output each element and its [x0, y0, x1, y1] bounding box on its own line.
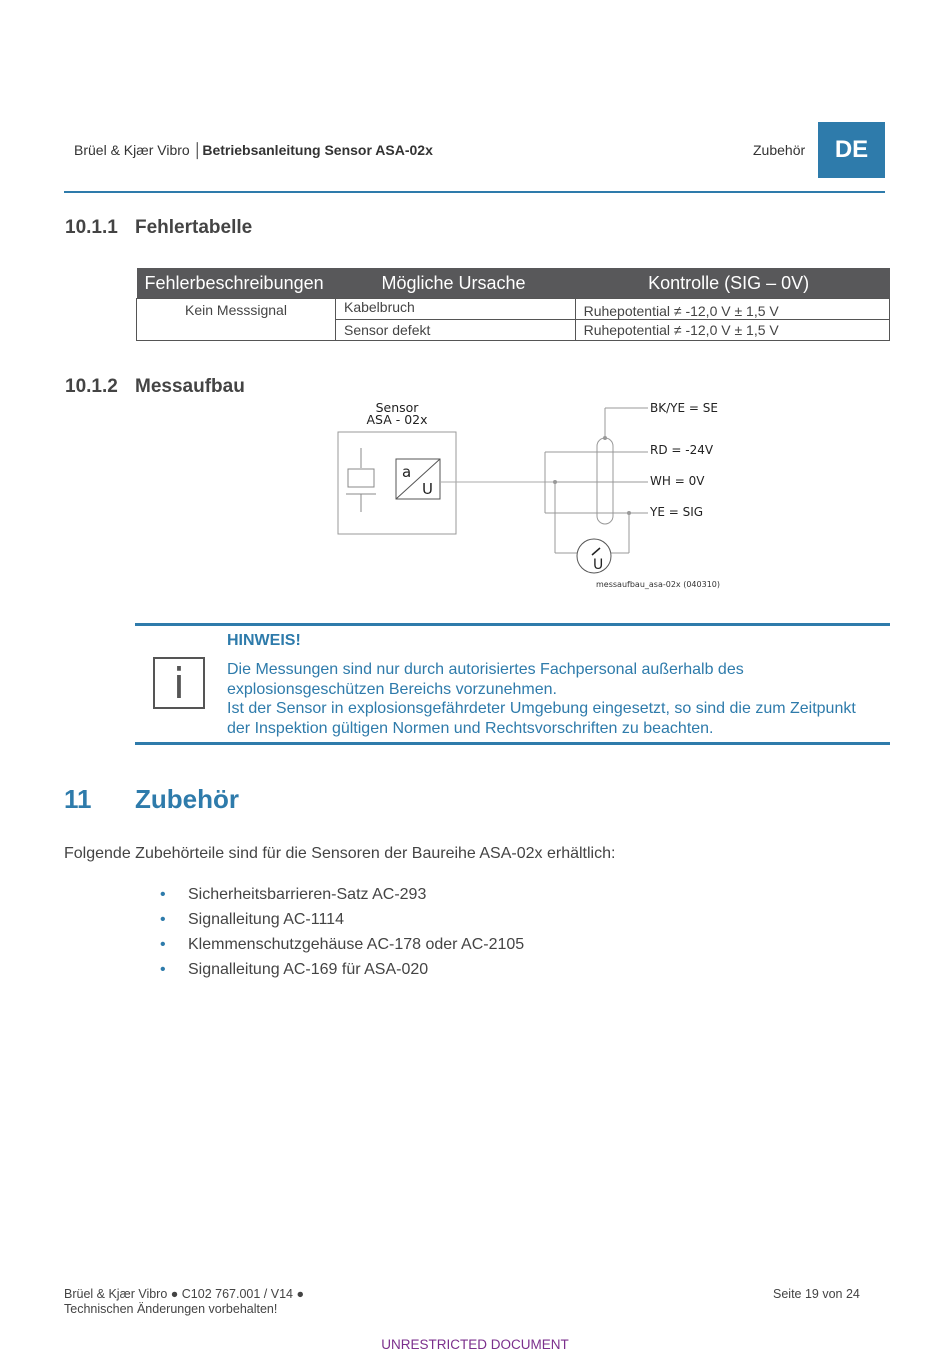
bullet-icon: •: [160, 936, 166, 953]
list-item: [160, 882, 524, 907]
header-separator: │: [193, 142, 203, 158]
converter-a: a: [402, 463, 412, 481]
footer-line-2: Technischen Änderungen vorbehalten!: [64, 1302, 278, 1316]
footer-line-1: Brüel & Kjær Vibro ● C102 767.001 / V14 ●: [64, 1287, 305, 1301]
wire-label-rd: RD = -24V: [650, 443, 714, 457]
chapter-title: Zubehör: [135, 784, 239, 814]
cable-shield: [597, 438, 613, 524]
chapter-heading-11: [64, 784, 239, 815]
accessories-list: [160, 882, 524, 982]
bullet-icon: •: [160, 886, 166, 903]
list-item-text: Signalleitung AC-169 für ASA-020: [188, 961, 429, 978]
meter-u: U: [593, 557, 604, 573]
fault-description: Kein Messsignal: [137, 299, 336, 341]
sensor-label-1: Sensor: [375, 400, 419, 415]
notice-title: HINWEIS!: [227, 632, 301, 649]
sensor-housing: [338, 432, 456, 534]
table-header-cell: Fehlerbeschreibungen: [137, 268, 336, 299]
notice-top-rule: [135, 623, 890, 626]
notice-line: explosionsgeschützen Bereichs vorzunehmen.: [227, 680, 557, 698]
list-item: [160, 932, 524, 957]
fault-cause: Kabelbruch: [335, 299, 575, 320]
page-footer: [64, 1287, 304, 1317]
fault-cause: Sensor defekt: [335, 320, 575, 341]
list-item: [160, 957, 524, 982]
classification-label: UNRESTRICTED DOCUMENT: [381, 1337, 569, 1352]
page-number: Seite 19 von 24: [773, 1287, 860, 1301]
info-icon: i: [153, 657, 205, 709]
list-item-text: Klemmenschutzgehäuse AC-178 oder AC-2105: [188, 936, 525, 953]
fault-check: Ruhepotential ≠ -12,0 V ± 1,5 V: [575, 320, 889, 341]
section-title: Fehlertabelle: [135, 217, 253, 238]
section-title: Messaufbau: [135, 376, 245, 397]
bullet-icon: •: [160, 911, 166, 928]
notice-bottom-rule: [135, 742, 890, 745]
header-company: Brüel & Kjær Vibro: [74, 142, 190, 158]
list-item-text: Sicherheitsbarrieren-Satz AC-293: [188, 886, 427, 903]
wire-label-bk: BK/YE = SE: [650, 401, 718, 415]
list-item: [160, 907, 524, 932]
wire-label-ye: YE = SIG: [650, 505, 704, 519]
language-badge: DE: [818, 122, 885, 178]
diagram-caption: messaufbau_asa-02x (040310): [596, 580, 720, 589]
wire-label-wh: WH = 0V: [650, 474, 705, 488]
piezo-element: [348, 469, 374, 487]
chapter-number: 11: [64, 784, 92, 814]
notice-line: der Inspektion gültigen Normen und Rechtsvorschriften zu beachten.: [227, 719, 714, 737]
section-number: 10.1.1: [65, 217, 118, 238]
section-number: 10.1.2: [65, 376, 118, 397]
table-header-cell: Kontrolle (SIG – 0V): [575, 268, 889, 299]
accessories-intro: Folgende Zubehörteile sind für die Sensoren der Baureihe ASA-02x erhältlich:: [64, 845, 616, 862]
notice-line: Die Messungen sind nur durch autorisiertes Fachpersonal außerhalb des: [227, 661, 744, 678]
bullet-icon: •: [160, 961, 166, 978]
notice-body: [227, 660, 887, 738]
header-doc-title: Betriebsanleitung Sensor ASA-02x: [202, 142, 433, 158]
table-header-cell: Mögliche Ursache: [335, 268, 575, 299]
converter-u: U: [422, 480, 433, 498]
header-section: Zubehör: [753, 142, 806, 158]
sensor-label-2: ASA - 02x: [366, 412, 428, 427]
measurement-setup-diagram: [0, 0, 950, 620]
notice-line: Ist der Sensor in explosionsgefährdeter Umgebung eingesetzt, so sind die zum Zeitpunkt: [227, 700, 856, 717]
fault-check: Ruhepotential ≠ -12,0 V ± 1,5 V: [575, 299, 889, 320]
list-item-text: Signalleitung AC-1114: [188, 911, 344, 928]
